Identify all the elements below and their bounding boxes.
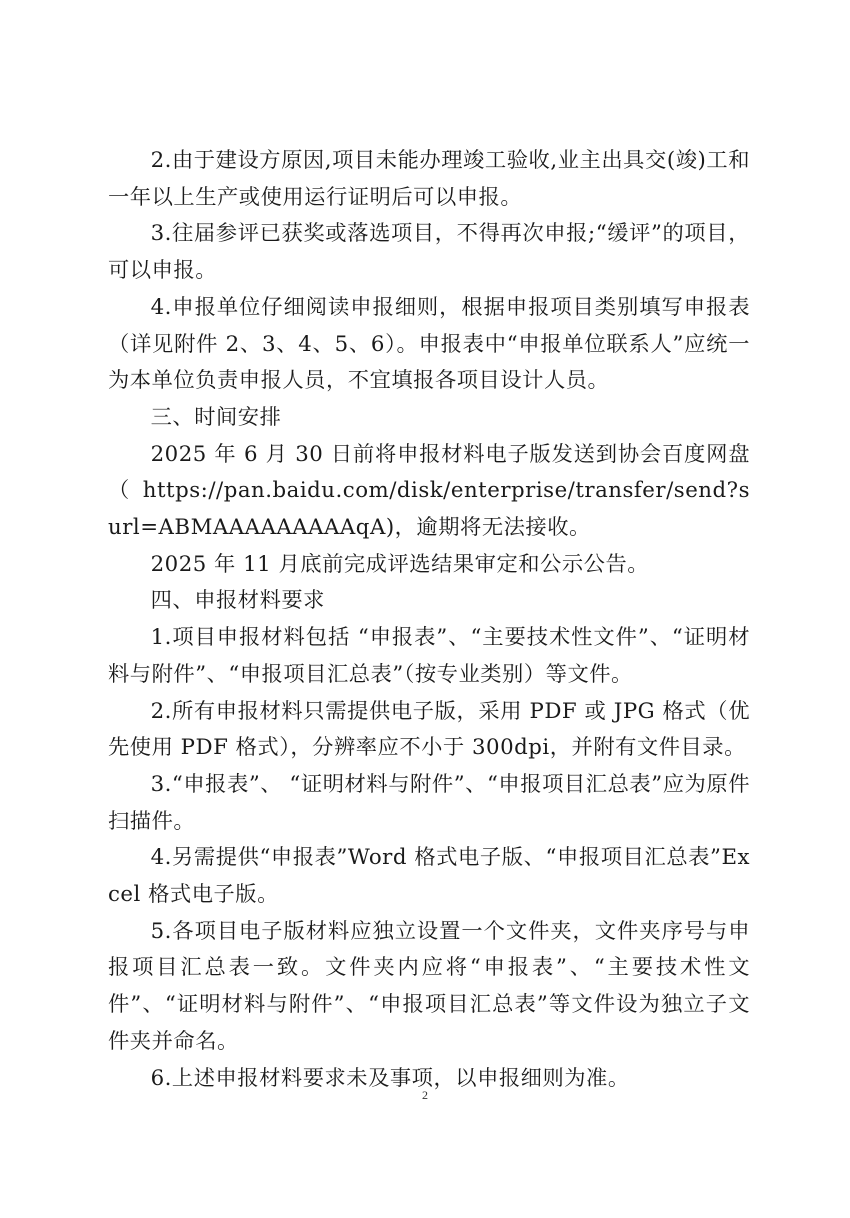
materials-item-5: 5.各项目电子版材料应独立设置一个文件夹，文件夹序号与申报项目汇总表一致。文件夹内应将“申报表”、“主要技术性文件”、“证明材料与附件”、“申报项目汇总表”等文件设为独立子文件夹并命名。 [108,918,750,1054]
materials-item-2: 2.所有申报材料只需提供电子版，采用 PDF 或 JPG 格式（优先使用 PDF 格式），分辨率应不小于 300dpi，并附有文件目录。 [108,698,750,761]
materials-item-1: 1.项目申报材料包括 “申报表”、“主要技术性文件”、“证明材料与附件”、“申报项目汇总表”（按专业类别）等文件。 [108,625,750,687]
item-4-application-form: 4.申报单位仔细阅读申报细则，根据申报项目类别填写申报表（详见附件 2、3、4、5、6）。申报表中“申报单位联系人”应统一为本单位负责申报人员，不宜填报各项目设计人员。 [108,294,750,394]
page-number: 2 [422,1088,428,1102]
materials-item-6: 6.上述申报材料要求未及事项，以申报细则为准。 [150,1065,630,1091]
item-3-previous-entries: 3.往届参评已获奖或落选项目，不得再次申报;“缓评”的项目，可以申报。 [108,221,750,284]
schedule-results-announcement: 2025 年 11 月底前完成评选结果审定和公示公告。 [150,551,650,577]
document-body [108,143,750,1097]
schedule-submission-deadline: 2025 年 6 月 30 日前将申报材料电子版发送到协会百度网盘（https://pan.baidu.com/disk/enterprise/transfer/send?surl=ABMAAAAAAAAAqA)，逾期将无法接收。 [108,441,750,541]
materials-item-4: 4.另需提供“申报表”Word 格式电子版、“申报项目汇总表”Excel 格式电子版。 [108,845,750,908]
section-heading-materials: 四、申报材料要求 [150,588,325,614]
materials-item-3: 3.“申报表”、 “证明材料与附件”、“申报项目汇总表”应为原件扫描件。 [108,771,750,834]
section-heading-schedule: 三、时间安排 [150,404,282,430]
item-2-completion-acceptance: 2.由于建设方原因,项目未能办理竣工验收,业主出具交(竣)工和一年以上生产或使用运行证明后可以申报。 [108,148,750,210]
